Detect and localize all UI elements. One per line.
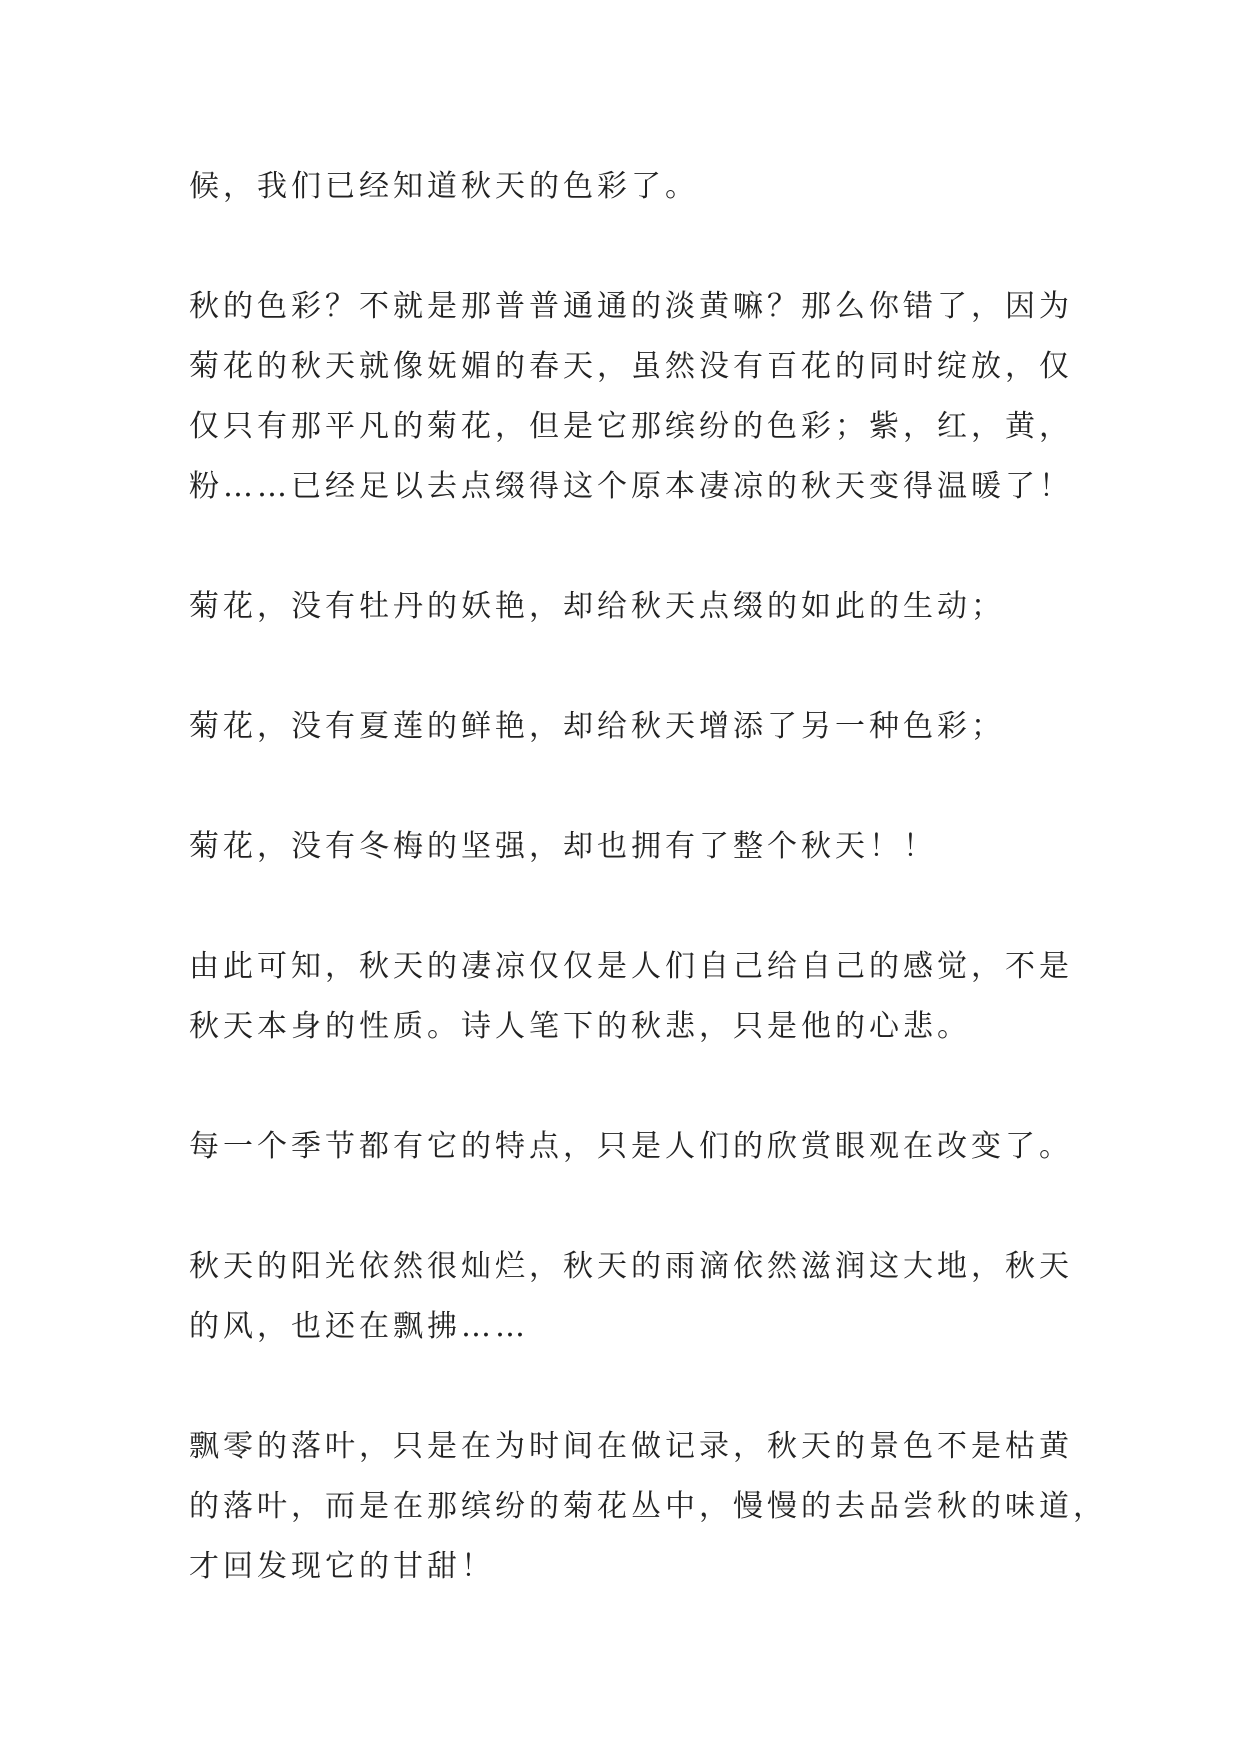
- text-line: 每一个季节都有它的特点，只是人们的欣赏眼观在改变了。: [189, 1129, 1073, 1164]
- text-line: 才回发现它的甘甜！: [189, 1549, 495, 1584]
- text-line: 飘零的落叶，只是在为时间在做记录，秋天的景色不是枯黄: [189, 1429, 1073, 1464]
- paragraph-5: [189, 817, 1089, 877]
- text-line: 菊花，没有牡丹的妖艳，却给秋天点缀的如此的生动；: [189, 589, 1005, 624]
- document-body: [189, 157, 1107, 1657]
- paragraph-8: [189, 1237, 1089, 1357]
- text-line: 秋天本身的性质。诗人笔下的秋悲，只是他的心悲。: [189, 1009, 971, 1044]
- paragraph-7: [189, 1117, 1089, 1177]
- text-line: 菊花，没有冬梅的坚强，却也拥有了整个秋天！！: [189, 829, 937, 864]
- text-line: 由此可知，秋天的凄凉仅仅是人们自己给自己的感觉，不是: [189, 949, 1073, 984]
- text-line: 粉……已经足以去点缀得这个原本凄凉的秋天变得温暖了！: [189, 469, 1073, 504]
- text-line: 秋的色彩？不就是那普普通通的淡黄嘛？那么你错了，因为: [189, 289, 1073, 324]
- paragraph-9: [189, 1417, 1107, 1597]
- paragraph-1: [189, 157, 1089, 217]
- paragraph-3: [189, 577, 1089, 637]
- text-line: 菊花的秋天就像妩媚的春天，虽然没有百花的同时绽放，仅: [189, 349, 1073, 384]
- text-line: 的落叶，而是在那缤纷的菊花丛中，慢慢的去品尝秋的味道，: [189, 1489, 1107, 1524]
- text-line: 仅只有那平凡的菊花，但是它那缤纷的色彩；紫，红，黄，: [189, 409, 1073, 444]
- text-line: 的风，也还在飘拂……: [189, 1309, 529, 1344]
- paragraph-6: [189, 937, 1089, 1057]
- text-line: 秋天的阳光依然很灿烂，秋天的雨滴依然滋润这大地，秋天: [189, 1249, 1073, 1284]
- paragraph-2: [189, 277, 1089, 517]
- text-line: 候，我们已经知道秋天的色彩了。: [189, 169, 699, 204]
- text-line: 菊花，没有夏莲的鲜艳，却给秋天增添了另一种色彩；: [189, 709, 1005, 744]
- paragraph-4: [189, 697, 1089, 757]
